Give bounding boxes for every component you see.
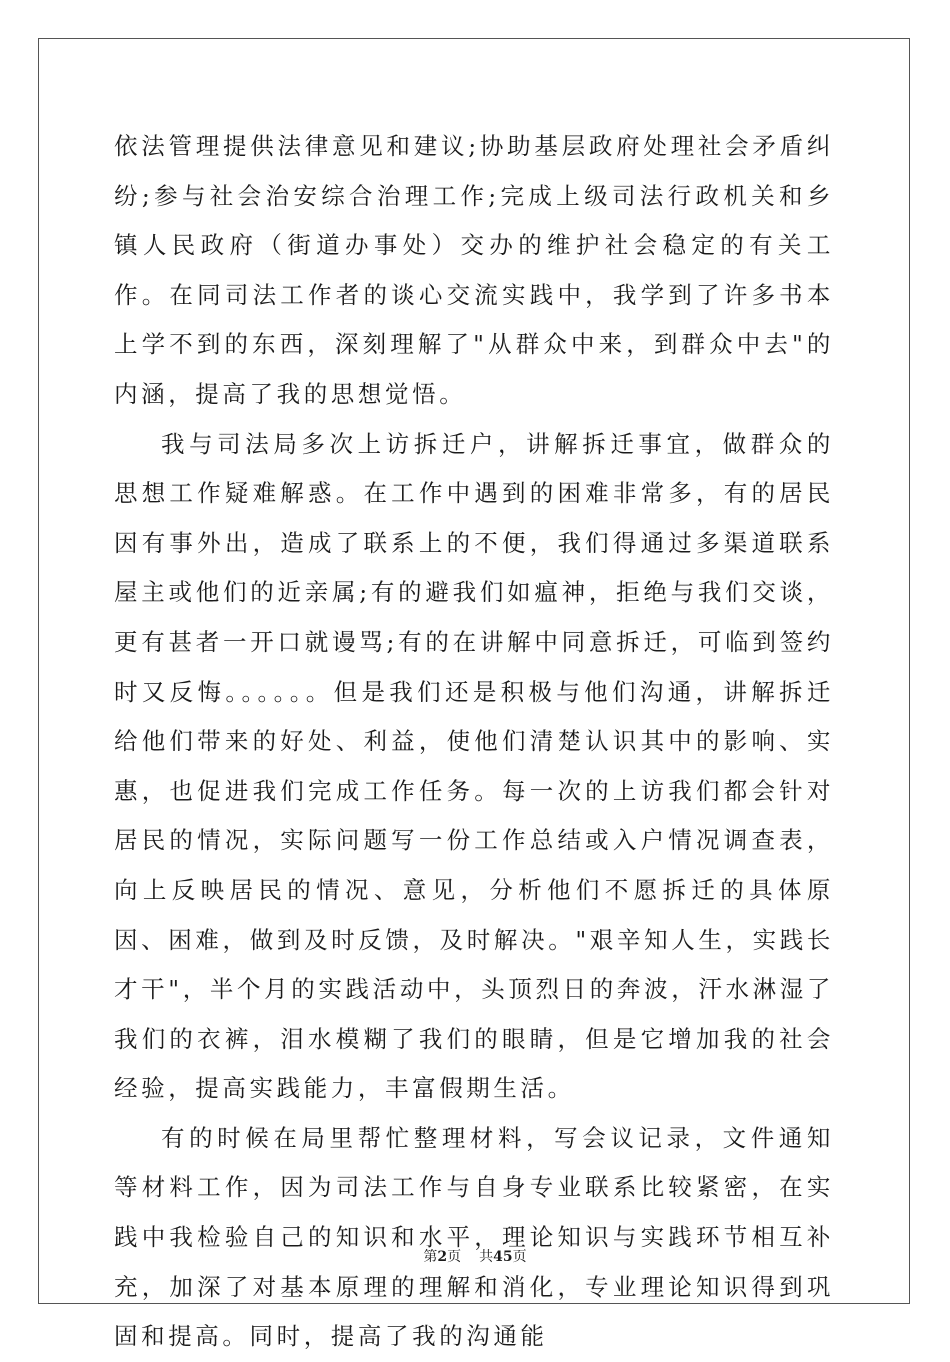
page-prefix: 第 [423, 1249, 438, 1265]
paragraph-continuation: 依法管理提供法律意见和建议;协助基层政府处理社会矛盾纠纷;参与社会治安综合治理工作;完成上级司法行政机关和乡镇人民政府（街道办事处）交办的维护社会稳定的有关工作。在同司法工作者的谈心交流实践中，我学到了许多书本上学不到的东西，深刻理解了"从群众中来，到群众中去"的内涵，提高了我的思想觉悟。 [114, 132, 834, 408]
total-suffix: 页 [512, 1249, 527, 1265]
total-prefix: 共 [479, 1249, 494, 1265]
page-total-number: 45 [493, 1249, 513, 1265]
document-body [114, 122, 834, 1362]
paragraph-demolition-visits: 我与司法局多次上访拆迁户，讲解拆迁事宜，做群众的思想工作疑难解惑。在工作中遇到的困难非常多，有的居民因有事外出，造成了联系上的不便，我们得通过多渠道联系屋主或他们的近亲属;有的避我们如瘟神，拒绝与我们交谈，更有甚者一开口就谩骂;有的在讲解中同意拆迁，可临到签约时又反悔。。。。。。但是我们还是积极与他们沟通，讲解拆迁给他们带来的好处、利益，使他们清楚认识其中的影响、实惠，也促进我们完成工作任务。每一次的上访我们都会针对居民的情况，实际问题写一份工作总结或入户情况调查表，向上反映居民的情况、意见，分析他们不愿拆迁的具体原因、困难，做到及时反馈，及时解决。"艰辛知人生，实践长才干"，半个月的实践活动中，头顶烈日的奔波，汗水淋湿了我们的衣裤，泪水模糊了我们的眼睛，但是它增加我的社会经验，提高实践能力，丰富假期生活。 [114, 429, 834, 1103]
page-footer [0, 1246, 950, 1266]
page-suffix: 页 [447, 1249, 462, 1265]
page-current-number: 2 [437, 1249, 448, 1265]
paragraph-office-work: 有的时候在局里帮忙整理材料，写会议记录，文件通知等材料工作，因为司法工作与自身专业联系比较紧密，在实践中我检验自己的知识和水平，理论知识与实践环节相互补充，加深了对基本原理的理解和消化，专业理论知识得到巩固和提高。同时，提高了我的沟通能 [114, 1123, 834, 1351]
